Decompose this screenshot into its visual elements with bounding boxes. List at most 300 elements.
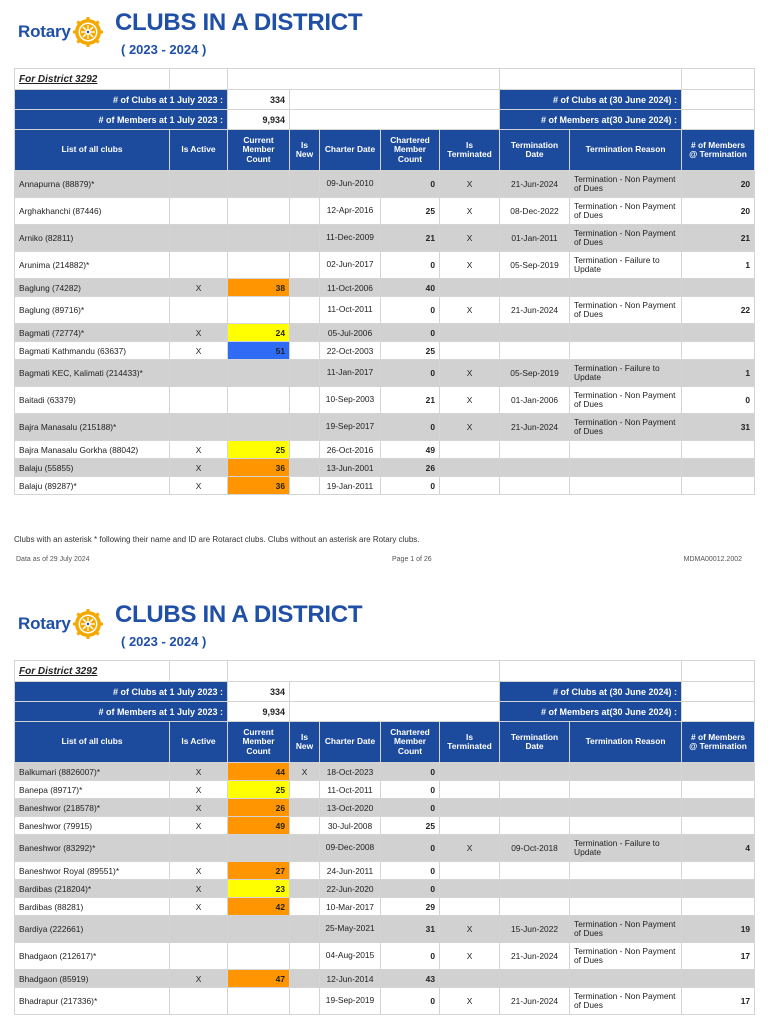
clubs-table <box>14 660 755 1015</box>
cell-chartered: 26 <box>381 459 440 477</box>
cell-isnew <box>290 477 320 495</box>
members-start-label: # of Members at 1 July 2023 : <box>15 702 228 722</box>
cell-chartered: 0 <box>381 360 440 387</box>
cell-count <box>228 835 290 862</box>
cell-club: Bagmati Kathmandu (63637) <box>15 342 170 360</box>
table-row <box>15 835 755 862</box>
cell-active <box>170 252 228 279</box>
table-row <box>15 279 755 297</box>
cell-active: X <box>170 898 228 916</box>
cell-terminated: X <box>440 252 500 279</box>
cell-members_term: 22 <box>682 297 755 324</box>
cell-reason: Termination - Non Payment of Dues <box>570 916 682 943</box>
cell-chartered: 25 <box>381 817 440 835</box>
cell-chartered: 0 <box>381 477 440 495</box>
rotary-wordmark: Rotary <box>18 22 71 41</box>
table-row <box>15 943 755 970</box>
cell-count <box>228 171 290 198</box>
table-row <box>15 763 755 781</box>
cell-count <box>228 252 290 279</box>
cell-chartered: 29 <box>381 898 440 916</box>
cell-count <box>228 916 290 943</box>
cell-charter: 19-Sep-2019 <box>320 988 381 1015</box>
cell-terminated <box>440 279 500 297</box>
table-row <box>15 252 755 279</box>
cell-termdate <box>500 279 570 297</box>
cell-reason <box>570 763 682 781</box>
cell-reason <box>570 441 682 459</box>
cell-terminated <box>440 880 500 898</box>
col-header-active: Is Active <box>170 722 228 763</box>
cell-club: Arniko (82811) <box>15 225 170 252</box>
col-header-termdate: Termination Date <box>500 130 570 171</box>
cell-termdate: 09-Oct-2018 <box>500 835 570 862</box>
cell-club: Bagmati KEC, Kalimati (214433)* <box>15 360 170 387</box>
cell-termdate <box>500 763 570 781</box>
cell-isnew <box>290 171 320 198</box>
cell-charter: 10-Sep-2003 <box>320 387 381 414</box>
cell-charter: 02-Jun-2017 <box>320 252 381 279</box>
table-row <box>15 880 755 898</box>
table-row <box>15 198 755 225</box>
cell-count: 23 <box>228 880 290 898</box>
cell-members_term: 21 <box>682 225 755 252</box>
table-row <box>15 387 755 414</box>
cell-charter: 12-Jun-2014 <box>320 970 381 988</box>
cell-isnew <box>290 360 320 387</box>
cell-chartered: 25 <box>381 342 440 360</box>
cell-count: 26 <box>228 799 290 817</box>
cell-chartered: 0 <box>381 781 440 799</box>
cell-isnew <box>290 817 320 835</box>
cell-terminated: X <box>440 835 500 862</box>
cell-members_term: 17 <box>682 943 755 970</box>
cell-reason <box>570 324 682 342</box>
cell-active: X <box>170 477 228 495</box>
cell-charter: 30-Jul-2008 <box>320 817 381 835</box>
cell-count <box>228 988 290 1015</box>
cell-active: X <box>170 459 228 477</box>
cell-count: 49 <box>228 817 290 835</box>
cell-termdate <box>500 862 570 880</box>
cell-active: X <box>170 862 228 880</box>
rotary-wordmark: Rotary <box>18 614 71 633</box>
cell-reason: Termination - Non Payment of Dues <box>570 988 682 1015</box>
table-row <box>15 477 755 495</box>
cell-active <box>170 387 228 414</box>
cell-members_term: 0 <box>682 387 755 414</box>
footnote: Clubs with an asterisk * following their name and ID are Rotaract clubs. Clubs without an asterisk are Rotary clubs. <box>14 535 420 544</box>
cell-members_term: 20 <box>682 171 755 198</box>
data-as-of: Data as of 29 July 2024 <box>16 556 90 563</box>
cell-isnew <box>290 943 320 970</box>
cell-reason <box>570 342 682 360</box>
cell-chartered: 0 <box>381 862 440 880</box>
cell-count: 44 <box>228 763 290 781</box>
cell-termdate: 21-Jun-2024 <box>500 414 570 441</box>
cell-charter: 12-Apr-2016 <box>320 198 381 225</box>
cell-count: 36 <box>228 477 290 495</box>
cell-members_term: 20 <box>682 198 755 225</box>
cell-isnew <box>290 324 320 342</box>
cell-club: Baneshwor Royal (89551)* <box>15 862 170 880</box>
cell-termdate: 08-Dec-2022 <box>500 198 570 225</box>
cell-members_term <box>682 781 755 799</box>
cell-members_term <box>682 799 755 817</box>
cell-terminated <box>440 342 500 360</box>
cell-count <box>228 943 290 970</box>
col-header-count: Current Member Count <box>228 130 290 171</box>
col-header-terminated: Is Terminated <box>440 722 500 763</box>
cell-active <box>170 988 228 1015</box>
cell-reason: Termination - Failure to Update <box>570 835 682 862</box>
cell-isnew <box>290 252 320 279</box>
cell-charter: 26-Oct-2016 <box>320 441 381 459</box>
cell-chartered: 0 <box>381 763 440 781</box>
cell-terminated <box>440 459 500 477</box>
cell-chartered: 0 <box>381 252 440 279</box>
cell-isnew <box>290 970 320 988</box>
cell-terminated: X <box>440 387 500 414</box>
club-rows <box>15 763 755 1015</box>
cell-members_term <box>682 459 755 477</box>
report-subtitle: ( 2023 - 2024 ) <box>121 42 207 57</box>
cell-reason <box>570 781 682 799</box>
col-header-chartered: Chartered Member Count <box>381 722 440 763</box>
cell-terminated <box>440 441 500 459</box>
cell-chartered: 43 <box>381 970 440 988</box>
page-number: Page 1 of 26 <box>392 556 432 563</box>
cell-isnew <box>290 898 320 916</box>
cell-members_term: 4 <box>682 835 755 862</box>
cell-active <box>170 171 228 198</box>
cell-count: 38 <box>228 279 290 297</box>
cell-terminated <box>440 324 500 342</box>
cell-chartered: 25 <box>381 198 440 225</box>
col-header-termdate: Termination Date <box>500 722 570 763</box>
col-header-chartered: Chartered Member Count <box>381 130 440 171</box>
report-title: CLUBS IN A DISTRICT <box>115 9 363 36</box>
cell-members_term: 1 <box>682 252 755 279</box>
cell-terminated <box>440 799 500 817</box>
cell-termdate: 05-Sep-2019 <box>500 252 570 279</box>
cell-charter: 22-Oct-2003 <box>320 342 381 360</box>
cell-count <box>228 225 290 252</box>
cell-club: Balaju (89287)* <box>15 477 170 495</box>
cell-club: Baglung (74282) <box>15 279 170 297</box>
cell-count: 24 <box>228 324 290 342</box>
cell-members_term <box>682 763 755 781</box>
cell-club: Baglung (89716)* <box>15 297 170 324</box>
cell-active: X <box>170 817 228 835</box>
cell-count <box>228 387 290 414</box>
cell-club: Bhadrapur (217336)* <box>15 988 170 1015</box>
table-row <box>15 171 755 198</box>
cell-chartered: 49 <box>381 441 440 459</box>
district-label: For District 3292 <box>15 661 170 682</box>
cell-members_term <box>682 279 755 297</box>
cell-termdate <box>500 459 570 477</box>
cell-count: 42 <box>228 898 290 916</box>
cell-reason: Termination - Non Payment of Dues <box>570 387 682 414</box>
col-header-charter: Charter Date <box>320 722 381 763</box>
cell-termdate <box>500 817 570 835</box>
cell-charter: 11-Jan-2017 <box>320 360 381 387</box>
cell-active: X <box>170 880 228 898</box>
cell-count <box>228 360 290 387</box>
table-row <box>15 898 755 916</box>
cell-chartered: 40 <box>381 279 440 297</box>
clubs-table <box>14 68 755 495</box>
cell-active: X <box>170 799 228 817</box>
cell-reason <box>570 970 682 988</box>
cell-count: 25 <box>228 781 290 799</box>
cell-chartered: 0 <box>381 943 440 970</box>
cell-isnew <box>290 198 320 225</box>
table-row <box>15 799 755 817</box>
cell-isnew <box>290 387 320 414</box>
table-row <box>15 342 755 360</box>
cell-members_term: 31 <box>682 414 755 441</box>
cell-count: 47 <box>228 970 290 988</box>
cell-chartered: 21 <box>381 387 440 414</box>
cell-active <box>170 835 228 862</box>
cell-charter: 11-Oct-2011 <box>320 781 381 799</box>
cell-reason <box>570 477 682 495</box>
cell-members_term <box>682 477 755 495</box>
cell-charter: 10-Mar-2017 <box>320 898 381 916</box>
club-rows <box>15 171 755 495</box>
cell-active: X <box>170 279 228 297</box>
cell-termdate: 21-Jun-2024 <box>500 988 570 1015</box>
cell-active <box>170 943 228 970</box>
cell-members_term <box>682 862 755 880</box>
cell-terminated: X <box>440 414 500 441</box>
cell-reason <box>570 880 682 898</box>
cell-club: Bajra Manasalu Gorkha (88042) <box>15 441 170 459</box>
cell-reason: Termination - Failure to Update <box>570 360 682 387</box>
table-row <box>15 225 755 252</box>
cell-club: Arghakhanchi (87446) <box>15 198 170 225</box>
cell-reason: Termination - Non Payment of Dues <box>570 414 682 441</box>
col-header-count: Current Member Count <box>228 722 290 763</box>
members-start-value: 9,934 <box>228 110 290 130</box>
cell-reason: Termination - Non Payment of Dues <box>570 171 682 198</box>
cell-charter: 09-Dec-2008 <box>320 835 381 862</box>
cell-terminated: X <box>440 988 500 1015</box>
cell-active: X <box>170 781 228 799</box>
cell-terminated <box>440 763 500 781</box>
cell-members_term <box>682 880 755 898</box>
cell-isnew <box>290 414 320 441</box>
cell-club: Banepa (89717)* <box>15 781 170 799</box>
table-row <box>15 988 755 1015</box>
cell-termdate: 01-Jan-2006 <box>500 387 570 414</box>
cell-charter: 18-Oct-2023 <box>320 763 381 781</box>
cell-club: Bhadgaon (212617)* <box>15 943 170 970</box>
cell-termdate: 21-Jun-2024 <box>500 297 570 324</box>
cell-members_term: 1 <box>682 360 755 387</box>
col-header-club: List of all clubs <box>15 722 170 763</box>
cell-charter: 13-Jun-2001 <box>320 459 381 477</box>
cell-active <box>170 198 228 225</box>
cell-isnew <box>290 441 320 459</box>
table-row <box>15 441 755 459</box>
cell-count: 51 <box>228 342 290 360</box>
table-row <box>15 459 755 477</box>
members-start-label: # of Members at 1 July 2023 : <box>15 110 228 130</box>
rotary-logo <box>18 604 103 644</box>
cell-reason: Termination - Non Payment of Dues <box>570 198 682 225</box>
cell-members_term <box>682 324 755 342</box>
clubs-end-label: # of Clubs at (30 June 2024) : <box>500 682 682 702</box>
cell-charter: 04-Aug-2015 <box>320 943 381 970</box>
cell-club: Bhadgaon (85919) <box>15 970 170 988</box>
cell-isnew <box>290 297 320 324</box>
cell-terminated: X <box>440 360 500 387</box>
cell-termdate <box>500 970 570 988</box>
cell-termdate <box>500 898 570 916</box>
cell-charter: 11-Oct-2011 <box>320 297 381 324</box>
cell-count <box>228 297 290 324</box>
cell-isnew <box>290 880 320 898</box>
clubs-start-label: # of Clubs at 1 July 2023 : <box>15 682 228 702</box>
cell-club: Balkumari (8826007)* <box>15 763 170 781</box>
cell-count: 36 <box>228 459 290 477</box>
table-row <box>15 360 755 387</box>
table-row <box>15 817 755 835</box>
cell-termdate <box>500 880 570 898</box>
table-row <box>15 324 755 342</box>
cell-terminated <box>440 862 500 880</box>
cell-terminated <box>440 970 500 988</box>
cell-charter: 11-Dec-2009 <box>320 225 381 252</box>
table-row <box>15 970 755 988</box>
cell-active: X <box>170 970 228 988</box>
cell-club: Bardiya (222661) <box>15 916 170 943</box>
cell-members_term <box>682 441 755 459</box>
cell-members_term: 17 <box>682 988 755 1015</box>
cell-club: Baneshwor (83292)* <box>15 835 170 862</box>
cell-members_term <box>682 817 755 835</box>
cell-terminated: X <box>440 198 500 225</box>
cell-charter: 09-Jun-2010 <box>320 171 381 198</box>
cell-reason <box>570 459 682 477</box>
col-header-active: Is Active <box>170 130 228 171</box>
col-header-members-term: # of Members @ Termination <box>682 130 755 171</box>
col-header-members-term: # of Members @ Termination <box>682 722 755 763</box>
cell-isnew <box>290 862 320 880</box>
col-header-reason: Termination Reason <box>570 722 682 763</box>
cell-termdate: 05-Sep-2019 <box>500 360 570 387</box>
cell-termdate <box>500 342 570 360</box>
cell-active <box>170 297 228 324</box>
clubs-end-value <box>682 90 755 110</box>
cell-chartered: 21 <box>381 225 440 252</box>
cell-reason <box>570 898 682 916</box>
members-start-value: 9,934 <box>228 702 290 722</box>
cell-members_term: 19 <box>682 916 755 943</box>
cell-count <box>228 414 290 441</box>
cell-terminated: X <box>440 171 500 198</box>
cell-isnew <box>290 781 320 799</box>
cell-termdate: 21-Jun-2024 <box>500 171 570 198</box>
cell-chartered: 0 <box>381 171 440 198</box>
col-header-reason: Termination Reason <box>570 130 682 171</box>
clubs-start-value: 334 <box>228 90 290 110</box>
cell-isnew <box>290 225 320 252</box>
cell-reason: Termination - Failure to Update <box>570 252 682 279</box>
cell-isnew <box>290 279 320 297</box>
cell-chartered: 0 <box>381 880 440 898</box>
cell-reason <box>570 817 682 835</box>
cell-isnew <box>290 459 320 477</box>
cell-termdate <box>500 799 570 817</box>
col-header-club: List of all clubs <box>15 130 170 171</box>
cell-chartered: 0 <box>381 988 440 1015</box>
cell-count: 27 <box>228 862 290 880</box>
cell-reason: Termination - Non Payment of Dues <box>570 297 682 324</box>
report-title: CLUBS IN A DISTRICT <box>115 601 363 628</box>
cell-terminated: X <box>440 916 500 943</box>
cell-members_term <box>682 342 755 360</box>
cell-reason: Termination - Non Payment of Dues <box>570 943 682 970</box>
cell-terminated <box>440 817 500 835</box>
cell-chartered: 31 <box>381 916 440 943</box>
members-end-value <box>682 110 755 130</box>
cell-termdate <box>500 781 570 799</box>
table-row <box>15 414 755 441</box>
cell-club: Bardibas (218204)* <box>15 880 170 898</box>
clubs-start-label: # of Clubs at 1 July 2023 : <box>15 90 228 110</box>
table-row <box>15 781 755 799</box>
clubs-end-label: # of Clubs at (30 June 2024) : <box>500 90 682 110</box>
cell-club: Arunima (214882)* <box>15 252 170 279</box>
cell-termdate: 01-Jan-2011 <box>500 225 570 252</box>
cell-charter: 25-May-2021 <box>320 916 381 943</box>
cell-terminated: X <box>440 943 500 970</box>
rotary-wheel-icon <box>73 609 103 639</box>
cell-club: Balaju (55855) <box>15 459 170 477</box>
rotary-logo <box>18 12 103 52</box>
cell-active <box>170 360 228 387</box>
report-code: MDMA00012.2002 <box>683 556 742 563</box>
col-header-terminated: Is Terminated <box>440 130 500 171</box>
cell-club: Annapurna (88879)* <box>15 171 170 198</box>
cell-chartered: 0 <box>381 414 440 441</box>
members-end-label: # of Members at(30 June 2024) : <box>500 110 682 130</box>
cell-reason <box>570 279 682 297</box>
cell-charter: 13-Oct-2020 <box>320 799 381 817</box>
cell-termdate: 21-Jun-2024 <box>500 943 570 970</box>
cell-club: Baitadi (63379) <box>15 387 170 414</box>
cell-count: 25 <box>228 441 290 459</box>
clubs-end-value <box>682 682 755 702</box>
cell-reason <box>570 862 682 880</box>
col-header-isnew: Is New <box>290 722 320 763</box>
cell-isnew <box>290 988 320 1015</box>
rotary-wheel-icon <box>73 17 103 47</box>
cell-terminated <box>440 898 500 916</box>
cell-active <box>170 225 228 252</box>
clubs-start-value: 334 <box>228 682 290 702</box>
cell-reason <box>570 799 682 817</box>
cell-active: X <box>170 441 228 459</box>
members-end-value <box>682 702 755 722</box>
cell-members_term <box>682 970 755 988</box>
cell-chartered: 0 <box>381 799 440 817</box>
cell-charter: 05-Jul-2006 <box>320 324 381 342</box>
